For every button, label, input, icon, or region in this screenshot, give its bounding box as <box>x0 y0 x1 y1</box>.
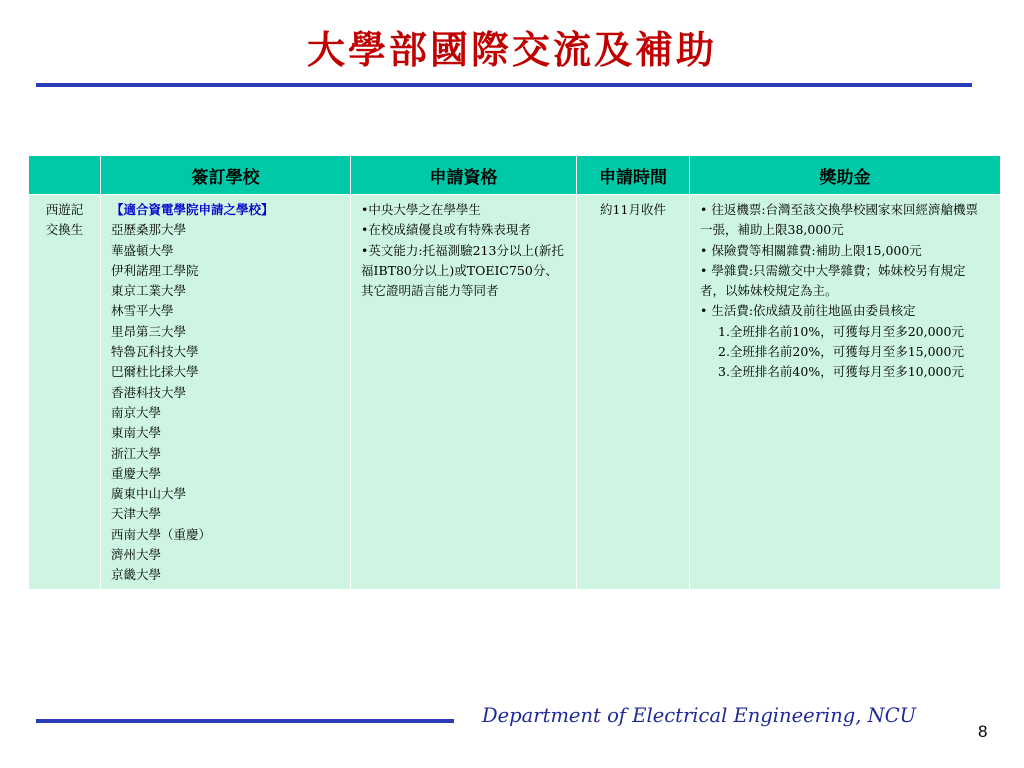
school-item: 林雪平大學 <box>111 303 174 319</box>
schools-heading-link[interactable]: 【適合資電學院申請之學校】 <box>111 202 274 217</box>
school-item: 廣東中山大學 <box>111 486 187 502</box>
funding-cell <box>690 195 1001 590</box>
header-qualifications: 申請資格 <box>351 156 577 195</box>
funding-item: • 保險費等相關雜費:補助上限15,000元 <box>700 242 922 258</box>
header-application-time: 申請時間 <box>577 156 690 195</box>
school-item: 京畿大學 <box>111 567 162 583</box>
funding-tier-item: 1.全班排名前10%，可獲每月至多20,000元 <box>718 323 964 339</box>
application-time-cell <box>577 195 690 590</box>
funding-item: • 生活費:依成績及前往地區由委員核定 <box>700 303 916 319</box>
school-item: 香港科技大學 <box>111 384 187 400</box>
application-time-text: 約11月收件 <box>600 202 666 217</box>
schools-list <box>111 220 340 585</box>
school-item: 浙江大學 <box>111 445 162 461</box>
school-item: 里昂第三大學 <box>111 323 187 339</box>
qualification-item: •英文能力:托福測驗213分以上(新托福IBT80分以上)或TOEIC750分、其它證明語言能力等同者 <box>361 242 564 299</box>
school-item: 東京工業大學 <box>111 283 187 299</box>
table-row <box>29 195 1001 590</box>
school-item: 特魯瓦科技大學 <box>111 344 199 360</box>
funding-tiers-list <box>700 322 990 383</box>
school-item: 東南大學 <box>111 425 162 441</box>
funding-item: • 學雜費:只需繳交中大學雜費；姊妹校另有規定者，以姊妹校規定為主。 <box>700 262 966 299</box>
header-empty <box>29 156 101 195</box>
school-item: 巴爾杜比採大學 <box>111 364 199 380</box>
schools-cell <box>101 195 351 590</box>
school-item: 伊利諾理工學院 <box>111 262 199 278</box>
slide-title: 大學部國際交流及補助 <box>306 27 717 72</box>
funding-item: • 往返機票:台灣至該交換學校國家來回經濟艙機票一張，補助上限38,000元 <box>700 202 979 238</box>
table-header-row <box>29 156 1001 195</box>
funding-list <box>700 200 990 322</box>
funding-tier-item: 3.全班排名前40%，可獲每月至多10,000元 <box>718 364 964 380</box>
qualification-item: •中央大學之在學學生 <box>361 202 481 217</box>
qualifications-list <box>361 200 566 301</box>
school-item: 亞歷桑那大學 <box>111 222 187 238</box>
title-underline <box>36 83 972 87</box>
row-label-line: 西遊記 <box>45 202 84 217</box>
school-item: 天津大學 <box>111 506 162 522</box>
header-funding: 獎助金 <box>690 156 1001 195</box>
school-item: 濟州大學 <box>111 547 162 563</box>
school-item: 西南大學（重慶） <box>111 526 212 542</box>
row-label-line: 交換生 <box>45 222 84 238</box>
school-item: 重慶大學 <box>111 465 162 481</box>
school-item: 華盛頓大學 <box>111 242 174 258</box>
footer-rule <box>36 719 454 723</box>
qualification-item: •在校成績優良或有特殊表現者 <box>361 222 531 238</box>
exchange-table <box>28 155 1001 590</box>
school-item: 南京大學 <box>111 404 162 420</box>
row-label-cell <box>29 195 101 590</box>
footer-department: Department of Electrical Engineering, NCU <box>482 704 917 727</box>
funding-tier-item: 2.全班排名前20%，可獲每月至多15,000元 <box>718 344 964 360</box>
qualifications-cell <box>351 195 577 590</box>
page-number: 8 <box>978 722 988 741</box>
header-schools: 簽訂學校 <box>101 156 351 195</box>
